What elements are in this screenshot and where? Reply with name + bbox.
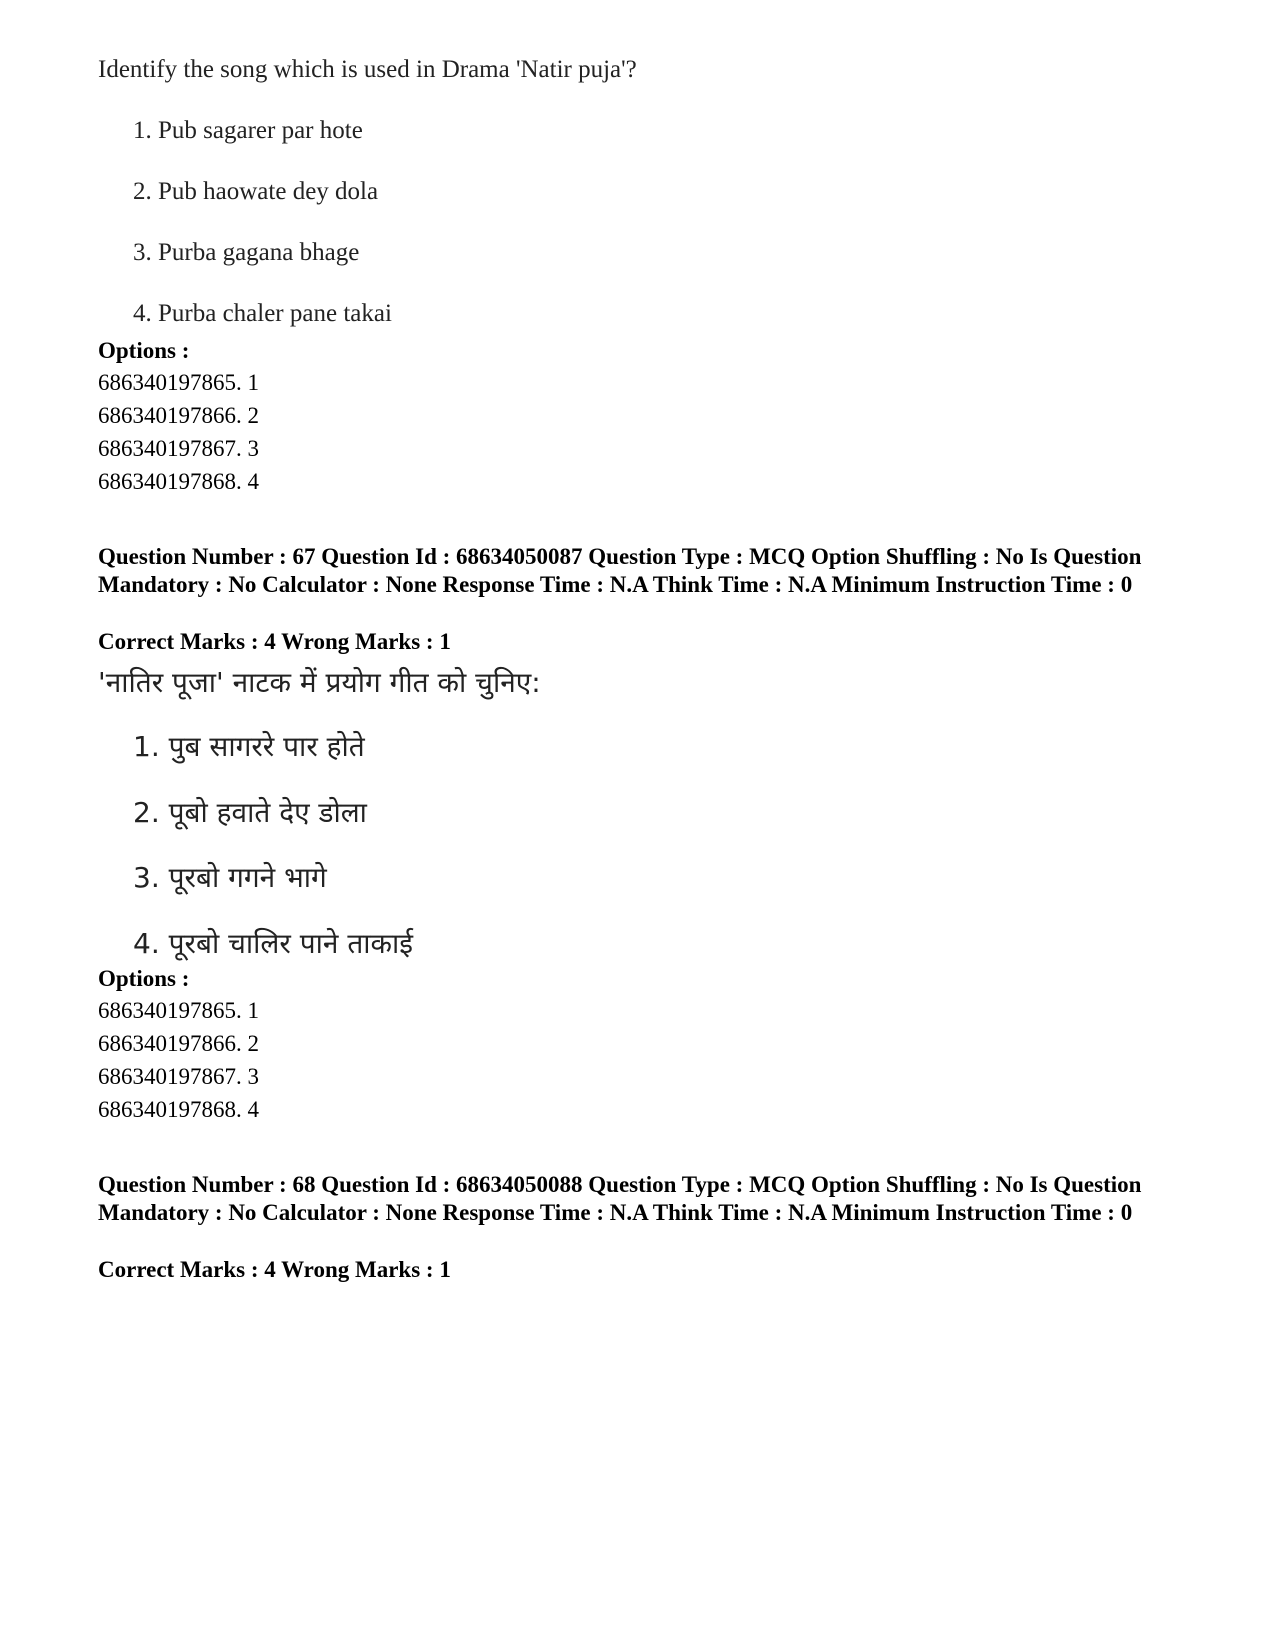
answer-choice-3: 3. Purba gagana bhage bbox=[133, 239, 360, 266]
marks-line: Correct Marks : 4 Wrong Marks : 1 bbox=[98, 629, 451, 654]
answer-choice-2: 2. Pub haowate dey dola bbox=[133, 178, 379, 205]
answer-choice-1: 1. पुब सागररे पार होते bbox=[133, 730, 365, 763]
question-meta: Question Number : 67 Question Id : 68634050087 Question Type : MCQ Option Shuffling : No Is Question Mandatory : No Calculator : None Response Time : N.A Think Time : N.A Minimum Instruction Time : 0 bbox=[98, 544, 1142, 597]
option-line-1: 686340197865. 1 bbox=[98, 998, 259, 1023]
option-line-3: 686340197867. 3 bbox=[98, 436, 259, 461]
question-text-hindi: 'नातिर पूजा' नाटक में प्रयोग गीत को चुनिए: bbox=[98, 666, 541, 699]
answer-choice-2: 2. पूबो हवाते देए डोला bbox=[133, 796, 367, 829]
answer-choice-1: 1. Pub sagarer par hote bbox=[133, 117, 363, 144]
option-line-2: 686340197866. 2 bbox=[98, 1031, 259, 1056]
option-line-3: 686340197867. 3 bbox=[98, 1064, 259, 1089]
option-line-1: 686340197865. 1 bbox=[98, 370, 259, 395]
marks-line: Correct Marks : 4 Wrong Marks : 1 bbox=[98, 1257, 451, 1282]
option-line-4: 686340197868. 4 bbox=[98, 1097, 259, 1122]
question-text: Identify the song which is used in Drama 'Natir puja'? bbox=[98, 56, 637, 83]
option-line-4: 686340197868. 4 bbox=[98, 469, 259, 494]
question-meta: Question Number : 68 Question Id : 68634050088 Question Type : MCQ Option Shuffling : No Is Question Mandatory : No Calculator : None Response Time : N.A Think Time : N.A Minimum Instruction Time : 0 bbox=[98, 1172, 1142, 1225]
answer-choice-4: 4. पूरबो चालिर पाने ताकाई bbox=[133, 927, 414, 960]
answer-choice-4: 4. Purba chaler pane takai bbox=[133, 300, 392, 327]
options-label: Options : bbox=[98, 966, 190, 991]
option-line-2: 686340197866. 2 bbox=[98, 403, 259, 428]
answer-choice-3: 3. पूरबो गगने भागे bbox=[133, 861, 327, 894]
options-label: Options : bbox=[98, 338, 190, 363]
